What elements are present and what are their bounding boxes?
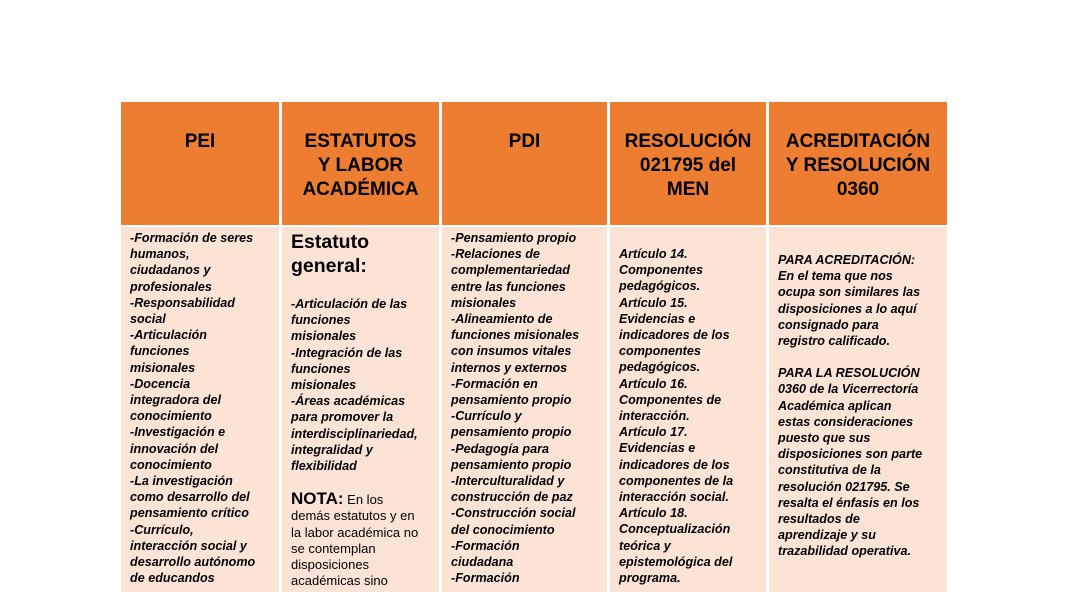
cell-resolucion [610,227,766,592]
text-line: humanos, [130,247,190,262]
text-line: pensamiento propio [451,393,572,408]
header-resolucion: RESOLUCIÓN 021795 del MEN [610,102,766,225]
text-line: -Formación en [451,376,538,391]
text-line: funciones [130,344,190,359]
text-line: interdisciplinariedad, [291,426,418,441]
column-resolucion [610,102,766,592]
text-line: consignado para [778,317,879,332]
text-line: Académica aplican [778,398,892,413]
text-line: interacción social y [130,538,247,553]
text-line: indicadores de los [619,328,730,343]
text-line: pedagógicos. [619,360,701,375]
text-line: Evidencias e [619,311,696,326]
text-line: del conocimiento [451,522,555,537]
text-line: -Articulación de las [291,297,408,311]
cell-pei [121,227,279,592]
nota-first: En los [343,492,384,508]
text-line: -Formación de seres [130,231,254,245]
text-line: Artículo 14. [619,247,688,261]
text-line: constitutiva de la [778,463,881,478]
text-line: ciudadanos y [130,263,211,278]
estatuto-heading-2: general: [291,255,367,277]
text-line: ocupa son similares las [778,285,921,300]
text-line: -Áreas académicas [291,394,406,409]
header-pdi: PDI [442,102,607,225]
text-line: epistemológica del [619,554,733,569]
text-line: con insumos vitales [451,344,572,359]
text-line: 0360 de la Vicerrectoría [778,382,919,397]
text-line: puesto que sus [778,431,871,446]
text-line: Artículo 18. [619,506,688,521]
text-line: -Pedagogía para [451,441,549,456]
nota-label: NOTA: [291,489,344,509]
text-line: profesionales [130,279,212,294]
text-line: teórica y [619,538,671,553]
text-line: disposiciones [291,557,370,573]
nota-line [291,491,433,508]
text-line: interacción. [619,409,690,424]
text-line: Conceptualización [619,522,731,537]
text-line: la labor académica no [291,524,419,540]
text-line: conocimiento [130,457,212,472]
text-line: -Docencia [130,376,191,391]
text-line: pensamiento propio [451,457,572,472]
text-line: registro calificado. [778,334,890,349]
text-line: Artículo 17. [619,425,688,440]
text-line: aprendizaje y su [778,528,876,543]
cell-estatutos [282,227,439,592]
text-line: -Interculturalidad y [451,474,565,489]
text-line: pensamiento crítico [130,506,249,521]
text-line: -Formación [451,571,520,586]
text-line: indicadores de los [619,457,730,472]
text-line: En el tema que nos [778,269,893,284]
text-line: entre las funciones [451,279,566,294]
text-line: programa. [619,571,681,586]
text-line: resolución 021795. Se [778,479,910,494]
text-line: como desarrollo del [130,490,250,505]
column-pei [121,102,279,592]
text-line: trazabilidad operativa. [778,544,911,559]
text-line: -Integración de las [291,345,403,360]
header-pei: PEI [121,102,279,225]
text-line: Componentes de [619,392,722,407]
text-line: internos y externos [451,360,568,375]
column-acreditacion [769,102,947,592]
text-line: integradora del [130,393,221,408]
text-line: se contemplan [291,540,376,556]
text-line: integralidad y [291,442,373,457]
text-line: complementariedad [451,263,570,278]
text-line: -Alineamiento de [451,312,553,327]
text-line: innovación del [130,441,219,456]
text-line: interacción social. [619,490,729,505]
cell-pdi [442,227,607,592]
text-line: -Articulación [130,328,207,343]
text-line: ciudadana [451,555,514,570]
text-line: misionales [451,295,517,310]
text-line: -Construcción social [451,506,576,521]
text-line: PARA LA RESOLUCIÓN [778,366,920,381]
text-line: conocimiento [130,409,212,424]
header-acreditacion: ACREDITACIÓN Y RESOLUCIÓN 0360 [769,102,947,225]
text-line: funciones [291,361,351,376]
cell-acreditacion [769,227,947,592]
text-line: misionales [291,378,357,393]
text-line: resalta el énfasis en los [778,495,920,510]
text-line: -La investigación [130,474,233,489]
text-line: desarrollo autónomo [130,555,256,570]
text-line: resultados de [778,512,860,527]
text-line: -Pensamiento propio [451,231,577,245]
text-line: disposiciones a lo aquí [778,301,917,316]
text-line: -Currículo y [451,409,522,424]
text-line: componentes [619,344,701,359]
acreditacion-paragraph-2 [778,365,941,559]
text-line: disposiciones son parte [778,447,923,462]
text-line: componentes de la [619,473,734,488]
text-line: funciones misionales [451,328,580,343]
text-line: de educandos [130,571,215,586]
text-line: demás estatutos y en [291,508,415,524]
comparison-table [121,102,947,592]
text-line: misionales [130,360,196,375]
estatuto-lines [291,296,433,474]
acreditacion-paragraph-1 [778,252,941,349]
text-line: -Currículo, [130,522,194,537]
text-line: Artículo 16. [619,376,688,391]
column-estatutos [282,102,439,592]
text-line: Artículo 15. [619,295,688,310]
text-line: para promover la [291,410,394,425]
text-line: estas consideraciones [778,414,914,429]
text-line: -Responsabilidad [130,295,235,310]
text-line: misionales [291,329,357,344]
column-pdi [442,102,607,592]
nota-lines [291,508,433,589]
text-line: funciones [291,313,351,328]
estatuto-heading-1: Estatuto [291,231,369,253]
text-line: académicas sino [291,573,388,589]
text-line: -Relaciones de [451,247,540,262]
text-line: pensamiento propio [451,425,572,440]
text-line: -Formación [451,538,520,553]
text-line: flexibilidad [291,459,357,474]
text-line: pedagógicos. [619,279,701,294]
text-line: Evidencias e [619,441,696,456]
text-line: social [130,312,166,327]
text-line: -Investigación e [130,425,226,440]
text-line: PARA ACREDITACIÓN: [778,253,916,267]
text-line: Componentes [619,263,703,278]
header-estatutos: ESTATUTOS Y LABOR ACADÉMICA [282,102,439,225]
text-line: construcción de paz [451,490,573,505]
